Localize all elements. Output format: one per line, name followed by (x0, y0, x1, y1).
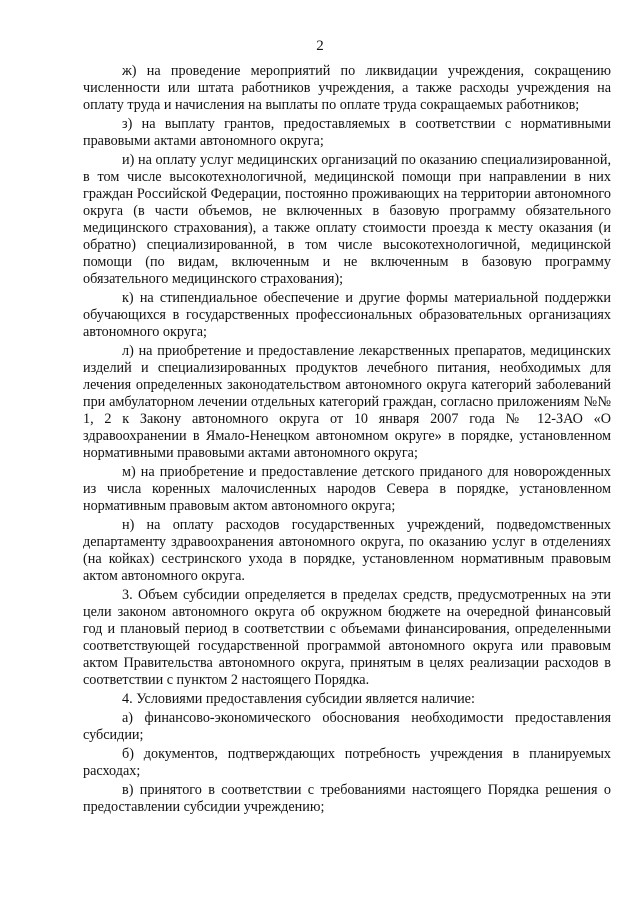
paragraph-k: к) на стипендиальное обеспечение и другие формы материальной поддержки обучающихся в государственных профессиональных образовательных организациях автономного округа; (83, 290, 611, 340)
paragraph-a: а) финансово-экономического обоснования необходимости предоставления субсидии; (83, 710, 611, 743)
paragraph-n: н) на оплату расходов государственных учреждений, подведомственных департаменту здравоохранения автономного округа, по оказанию услуг в отделениях (на койках) сестринского ухода в порядке, установленном нормативным правовым актом автономного округа. (83, 517, 611, 584)
paragraph-v: в) принятого в соответствии с требованиями настоящего Порядка решения о предоставлении субсидии учреждению; (83, 782, 611, 815)
paragraph-z: з) на выплату грантов, предоставляемых в соответствии с нормативными правовыми актами автономного округа; (83, 116, 611, 149)
paragraph-zh: ж) на проведение мероприятий по ликвидации учреждения, сокращению численности или штата работников учреждения, а также расходы учреждения на оплату труда и начисления на выплаты по оплате труда сокращаемых работников; (83, 63, 611, 113)
document-body (83, 63, 611, 818)
page-number: 2 (316, 38, 324, 54)
paragraph-m: м) на приобретение и предоставление детского приданого для новорожденных из числа коренных малочисленных народов Севера в порядке, установленном нормативным правовым актом автономного округа; (83, 464, 611, 514)
paragraph-4: 4. Условиями предоставления субсидии является наличие: (122, 691, 475, 707)
paragraph-b: б) документов, подтверждающих потребность учреждения в планируемых расходах; (83, 746, 611, 779)
paragraph-3: 3. Объем субсидии определяется в пределах средств, предусмотренных на эти цели законом автономного округа об окружном бюджете на очередной финансовый год и плановый период в соответствии с объемами финансирования, определенными соответствующей государственной программой автономного округа или правовым актом Правительства автономного округа, принятым в целях реализации расходов в соответствии с пунктом 2 настоящего Порядка. (83, 587, 611, 688)
paragraph-l: л) на приобретение и предоставление лекарственных препаратов, медицинских изделий и специализированных продуктов лечебного питания, необходимых для лечения определенных законодательством автономного округа категорий заболеваний при амбулаторном лечении отдельных категорий граждан, согласно приложениям №№ 1, 2 к Закону автономного округа от 10 января 2007 года № 12-ЗАО «О здравоохранении в Ямало-Ненецком автономном округе» в порядке, установленном нормативными правовыми актами автономного округа; (83, 343, 611, 461)
paragraph-i: и) на оплату услуг медицинских организаций по оказанию специализированной, в том числе высокотехнологичной, медицинской помощи при направлении в них граждан Российской Федерации, постоянно проживающих на территории автономного округа (в части объемов, не включенных в базовую программу обязательного медицинского страхования), а также оплату стоимости проезда к месту оказания (и обратно) специализированной, в том числе высокотехнологичной, медицинской помощи (по видам, включенным и не включенным в базовую программу обязательного медицинского страхования); (83, 152, 611, 287)
